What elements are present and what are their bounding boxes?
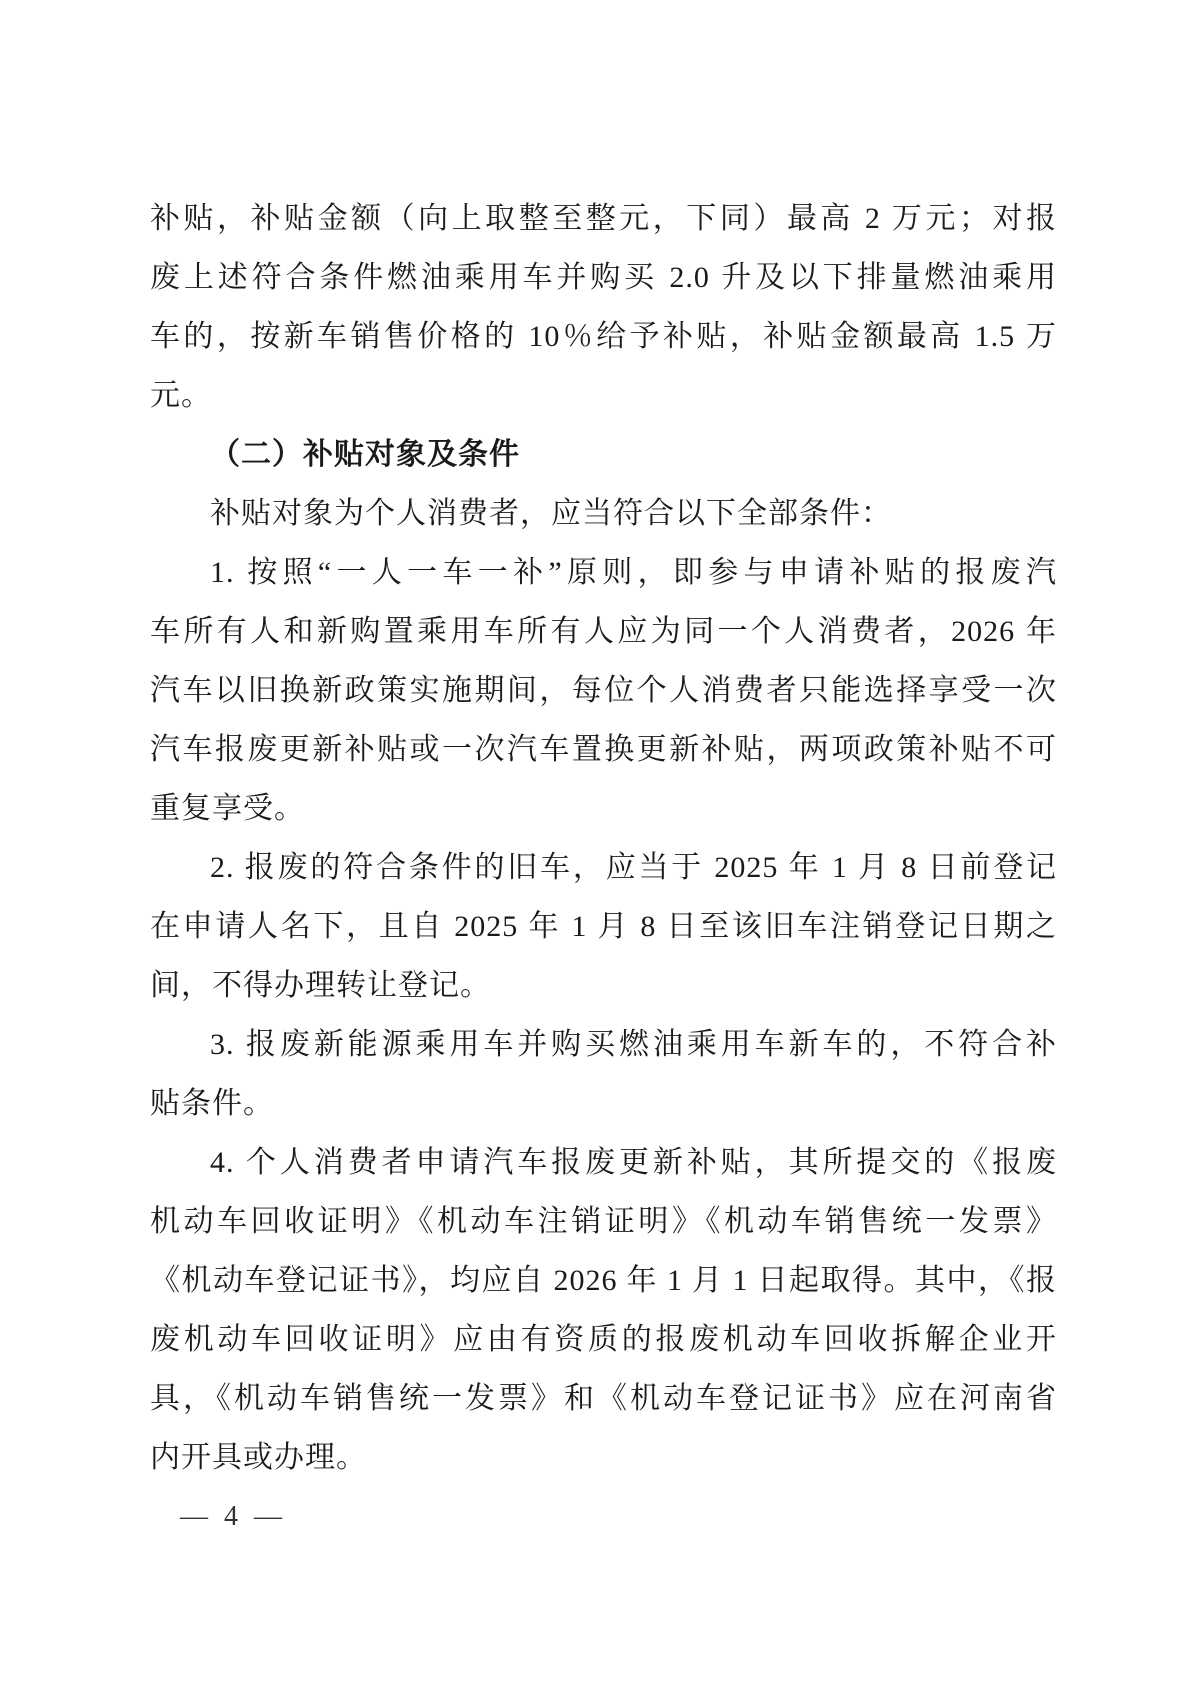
text-line: 机动车回收证明》《机动车注销证明》《机动车销售统一发票》 bbox=[150, 1205, 1057, 1238]
text-line: 废机动车回收证明》应由有资质的报废机动车回收拆解企业开 bbox=[150, 1323, 1057, 1356]
text-line: 《机动车登记证书》，均应自 2026 年 1 月 1 日起取得。其中，《报 bbox=[150, 1264, 1057, 1297]
text-line: 元。 bbox=[150, 379, 212, 412]
text-line: 3. 报废新能源乘用车并购买燃油乘用车新车的，不符合补 bbox=[210, 1028, 1057, 1061]
text-line: 汽车报废更新补贴或一次汽车置换更新补贴，两项政策补贴不可 bbox=[150, 733, 1057, 766]
text-line: 重复享受。 bbox=[150, 792, 305, 825]
text-line: 4. 个人消费者申请汽车报废更新补贴，其所提交的《报废 bbox=[210, 1146, 1057, 1179]
text-line: 1. 按照“一人一车一补”原则，即参与申请补贴的报废汽 bbox=[210, 556, 1057, 589]
text-line: 车所有人和新购置乘用车所有人应为同一个人消费者，2026 年 bbox=[150, 615, 1057, 648]
text-line: 具，《机动车销售统一发票》和《机动车登记证书》应在河南省 bbox=[150, 1382, 1057, 1415]
text-line: 内开具或办理。 bbox=[150, 1441, 367, 1474]
text-line: 补贴对象为个人消费者，应当符合以下全部条件： bbox=[210, 497, 892, 530]
text-line: 废上述符合条件燃油乘用车并购买 2.0 升及以下排量燃油乘用 bbox=[150, 261, 1057, 294]
text-line: （二）补贴对象及条件 bbox=[210, 438, 520, 471]
text-line: 在申请人名下，且自 2025 年 1 月 8 日至该旧车注销登记日期之 bbox=[150, 910, 1057, 943]
text-line: 贴条件。 bbox=[150, 1087, 274, 1120]
text-line: 汽车以旧换新政策实施期间，每位个人消费者只能选择享受一次 bbox=[150, 674, 1057, 707]
text-line: 2. 报废的符合条件的旧车，应当于 2025 年 1 月 8 日前登记 bbox=[210, 851, 1057, 884]
text-line: 车的，按新车销售价格的 10％给予补贴，补贴金额最高 1.5 万 bbox=[150, 320, 1057, 353]
document-body bbox=[150, 189, 1057, 1487]
text-line: 补贴，补贴金额（向上取整至整元，下同）最高 2 万元；对报 bbox=[150, 202, 1057, 235]
text-line: 间，不得办理转让登记。 bbox=[150, 969, 491, 1002]
page-number: — 4 — bbox=[180, 1501, 282, 1532]
